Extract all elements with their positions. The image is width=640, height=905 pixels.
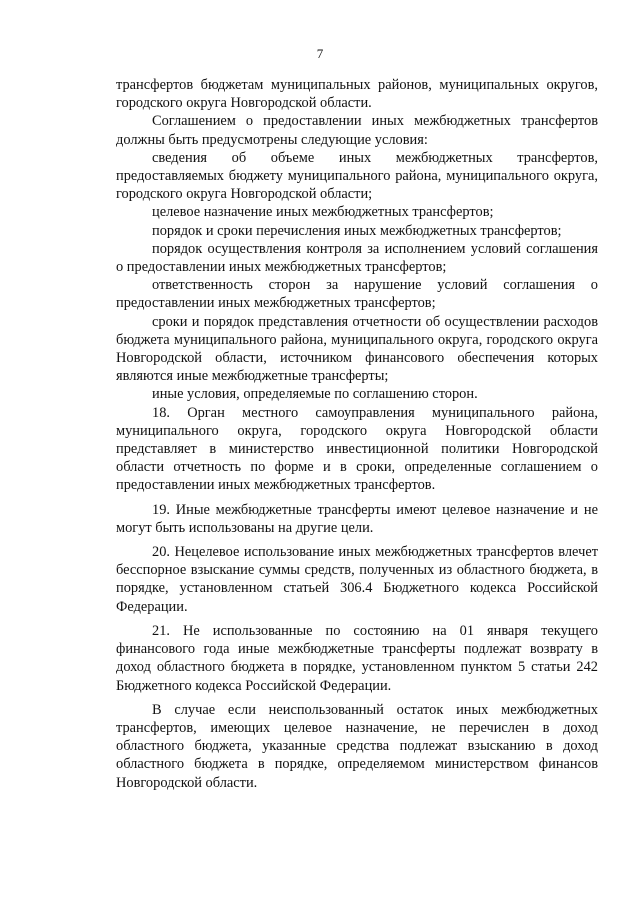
document-body bbox=[116, 76, 598, 792]
paragraph-condition-other: иные условия, определяемые по соглашению сторон. bbox=[152, 386, 478, 403]
page-number: 7 bbox=[316, 46, 324, 61]
paragraph-item-19: 19. Иные межбюджетные трансферты имеют целевое назначение и не могут быть использованы на другие цели. bbox=[116, 501, 598, 536]
paragraph-condition-volume: сведения об объеме иных межбюджетных трансфертов, предоставляемых бюджету муниципального района, муниципального округа, городского округа Новгородской области; bbox=[116, 149, 598, 203]
paragraph-agreement-conditions: Соглашением о предоставлении иных межбюджетных трансфертов должны быть предусмотрены следующие условия: bbox=[116, 113, 598, 148]
paragraph-condition-responsibility: ответственность сторон за нарушение условий соглашения о предоставлении иных межбюджетных трансфертов; bbox=[116, 277, 598, 312]
paragraph-condition-purpose: целевое назначение иных межбюджетных трансфертов; bbox=[152, 204, 494, 221]
paragraph-item-21: 21. Не использованные по состоянию на 01 января текущего финансового года иные межбюджетные трансферты подлежат возврату в доход областного бюджета в порядке, установленном пунктом 5 статьи 242 Бюджетного кодекса Российской Федерации. bbox=[116, 622, 598, 694]
paragraph-condition-reporting: сроки и порядок представления отчетности об осуществлении расходов бюджета муниципального района, муниципального округа, городского округа Новгородской области, источником финансового обеспечения которых являются иные межбюджетные трансферты; bbox=[116, 313, 598, 385]
paragraph-unused-balance: В случае если неиспользованный остаток иных межбюджетных трансфертов, имеющих целевое назначение, не перечислен в доход областного бюджета, указанные средства подлежат взысканию в доход областного бюджета в порядке, определяемом министерством финансов Новгородской области. bbox=[116, 701, 598, 791]
paragraph-item-20: 20. Нецелевое использование иных межбюджетных трансфертов влечет бесспорное взыскание суммы средств, полученных из областного бюджета, в порядке, установленном статьей 306.4 Бюджетного кодекса Российской Федерации. bbox=[116, 544, 598, 615]
paragraph-continuation: трансфертов бюджетам муниципальных районов, муниципальных округов, городского округа Новгородской области. bbox=[116, 77, 598, 112]
paragraph-condition-control: порядок осуществления контроля за исполнением условий соглашения о предоставлении иных межбюджетных трансфертов; bbox=[116, 240, 598, 276]
paragraph-condition-transfer-order: порядок и сроки перечисления иных межбюджетных трансфертов; bbox=[152, 222, 562, 239]
paragraph-item-18: 18. Орган местного самоуправления муниципального района, муниципального округа, городского округа Новгородской области представляет в министерство инвестиционной политики Новгородской области отчетность по форме и в сроки, определенные соглашением о предоставлении иных межбюджетных трансфертов. bbox=[116, 404, 598, 494]
